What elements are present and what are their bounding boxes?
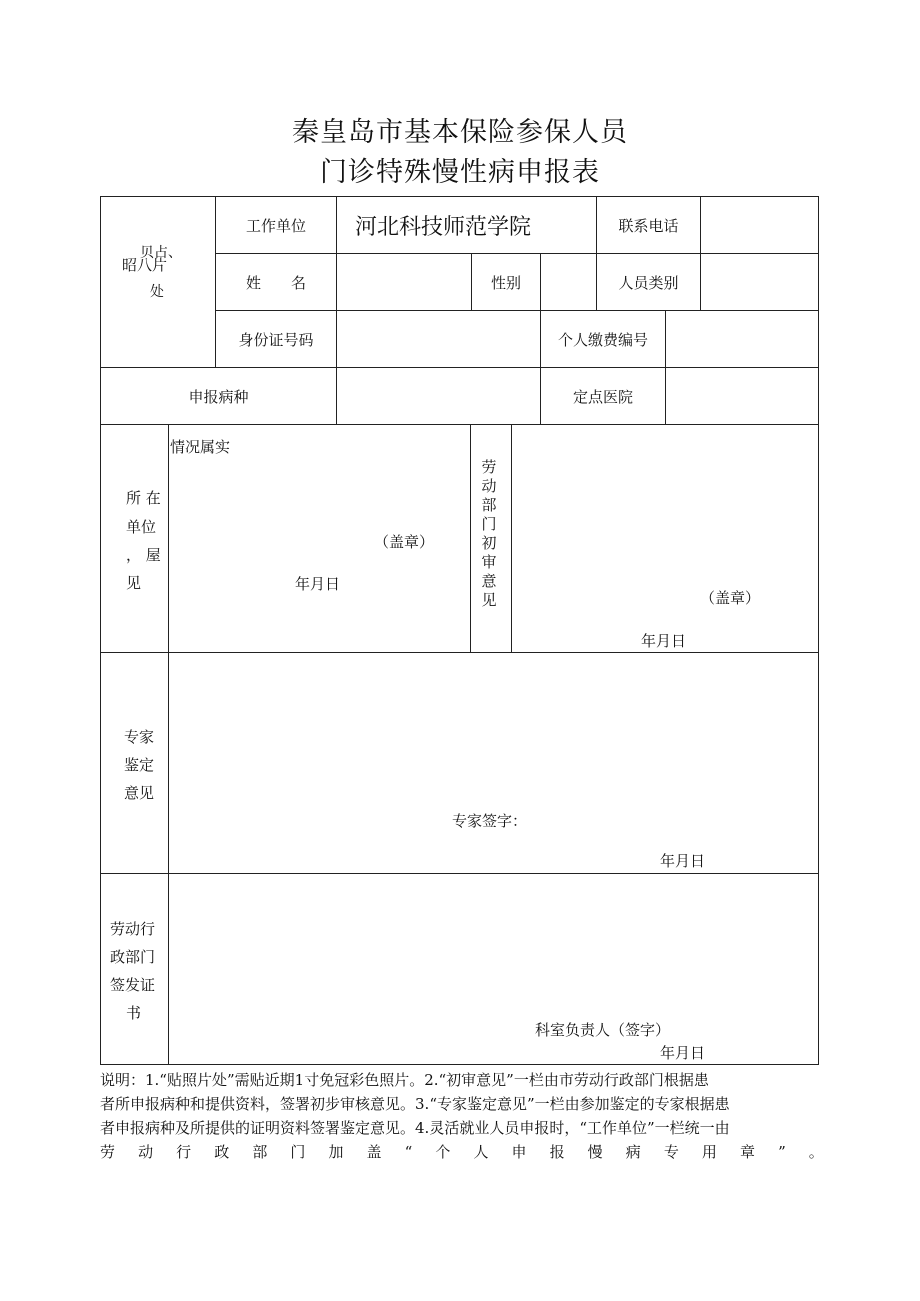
instructions-line-3: 者申报病种及所提供的证明资料签署鉴定意见。4.灵活就业人员申报时，“工作单位”一栏统一由 (100, 1119, 730, 1137)
work-unit-value[interactable]: 河北科技师范学院 (355, 214, 532, 240)
disease-field[interactable] (337, 368, 540, 424)
labor-admin-date: 年月日 (660, 1044, 706, 1062)
photo-label-bottom: 处 (150, 284, 164, 300)
page-title-line2: 门诊特殊慢性病申报表 (320, 157, 600, 188)
unit-opinion-label-4: 见 (126, 574, 142, 592)
expert-label-1: 专家 (124, 728, 155, 746)
phone-label: 联系电话 (618, 216, 679, 235)
name-field[interactable] (337, 254, 471, 310)
expert-label-3: 意见 (124, 784, 155, 802)
category-field[interactable] (701, 254, 818, 310)
unit-opinion-seal: （盖章） (374, 533, 435, 551)
instructions-line-2: 者所申报病种和提供资料，签署初步审核意见。3.“专家鉴定意见”一栏由参加鉴定的专家根据患 (100, 1095, 730, 1113)
id-number-label: 身份证号码 (238, 330, 314, 349)
category-label: 人员类别 (618, 273, 679, 292)
labor-admin-signature-label: 科室负责人（签字） (535, 1021, 671, 1039)
payment-number-label: 个人缴费编号 (557, 330, 648, 349)
unit-opinion-content[interactable]: 情况属实 (170, 438, 231, 456)
labor-initial-date: 年月日 (641, 632, 687, 650)
expert-signature-label: 专家签字： (452, 812, 528, 830)
name-label: 姓 名 (245, 273, 306, 292)
disease-label: 申报病种 (188, 387, 249, 406)
labor-initial-seal: （盖章） (700, 589, 761, 607)
unit-opinion-label-2: 单位 (126, 518, 157, 536)
labor-admin-label-2: 政部门 (110, 948, 156, 966)
gender-field[interactable] (541, 254, 596, 310)
hospital-field[interactable] (666, 368, 818, 424)
expert-label-2: 鉴定 (124, 756, 155, 774)
hospital-label: 定点医院 (572, 387, 633, 406)
work-unit-label: 工作单位 (245, 216, 306, 235)
payment-number-field[interactable] (666, 311, 818, 367)
labor-admin-label-3: 签发证 (110, 976, 156, 994)
gender-label: 性别 (490, 273, 521, 292)
instructions-line-4: 劳 动 行 政 部 门 加 盖 “ 个 人 申 报 慢 病 专 用 章 ” 。 (100, 1143, 824, 1161)
instructions (100, 1068, 824, 1164)
labor-admin-label-1: 劳动行 (110, 920, 156, 938)
page-title-line1: 秦皇岛市基本保险参保人员 (292, 117, 628, 148)
photo-label-top: 贝占、 (140, 245, 182, 261)
unit-opinion-label-3: ， 屋 (126, 546, 161, 564)
unit-opinion-label-1: 所 在 (126, 489, 161, 507)
labor-initial-label: 劳动部门初审意见 (481, 458, 497, 609)
photo-label-left: 昭八片 (122, 256, 168, 274)
id-number-field[interactable] (337, 311, 540, 367)
phone-field[interactable] (701, 197, 818, 253)
expert-date: 年月日 (660, 852, 706, 870)
instructions-line-1: 说明：1.“贴照片处”需贴近期1寸免冠彩色照片。2.“初审意见”一栏由市劳动行政部门根据患 (100, 1071, 709, 1089)
labor-admin-label-4: 书 (126, 1004, 142, 1022)
unit-opinion-date: 年月日 (295, 575, 341, 593)
